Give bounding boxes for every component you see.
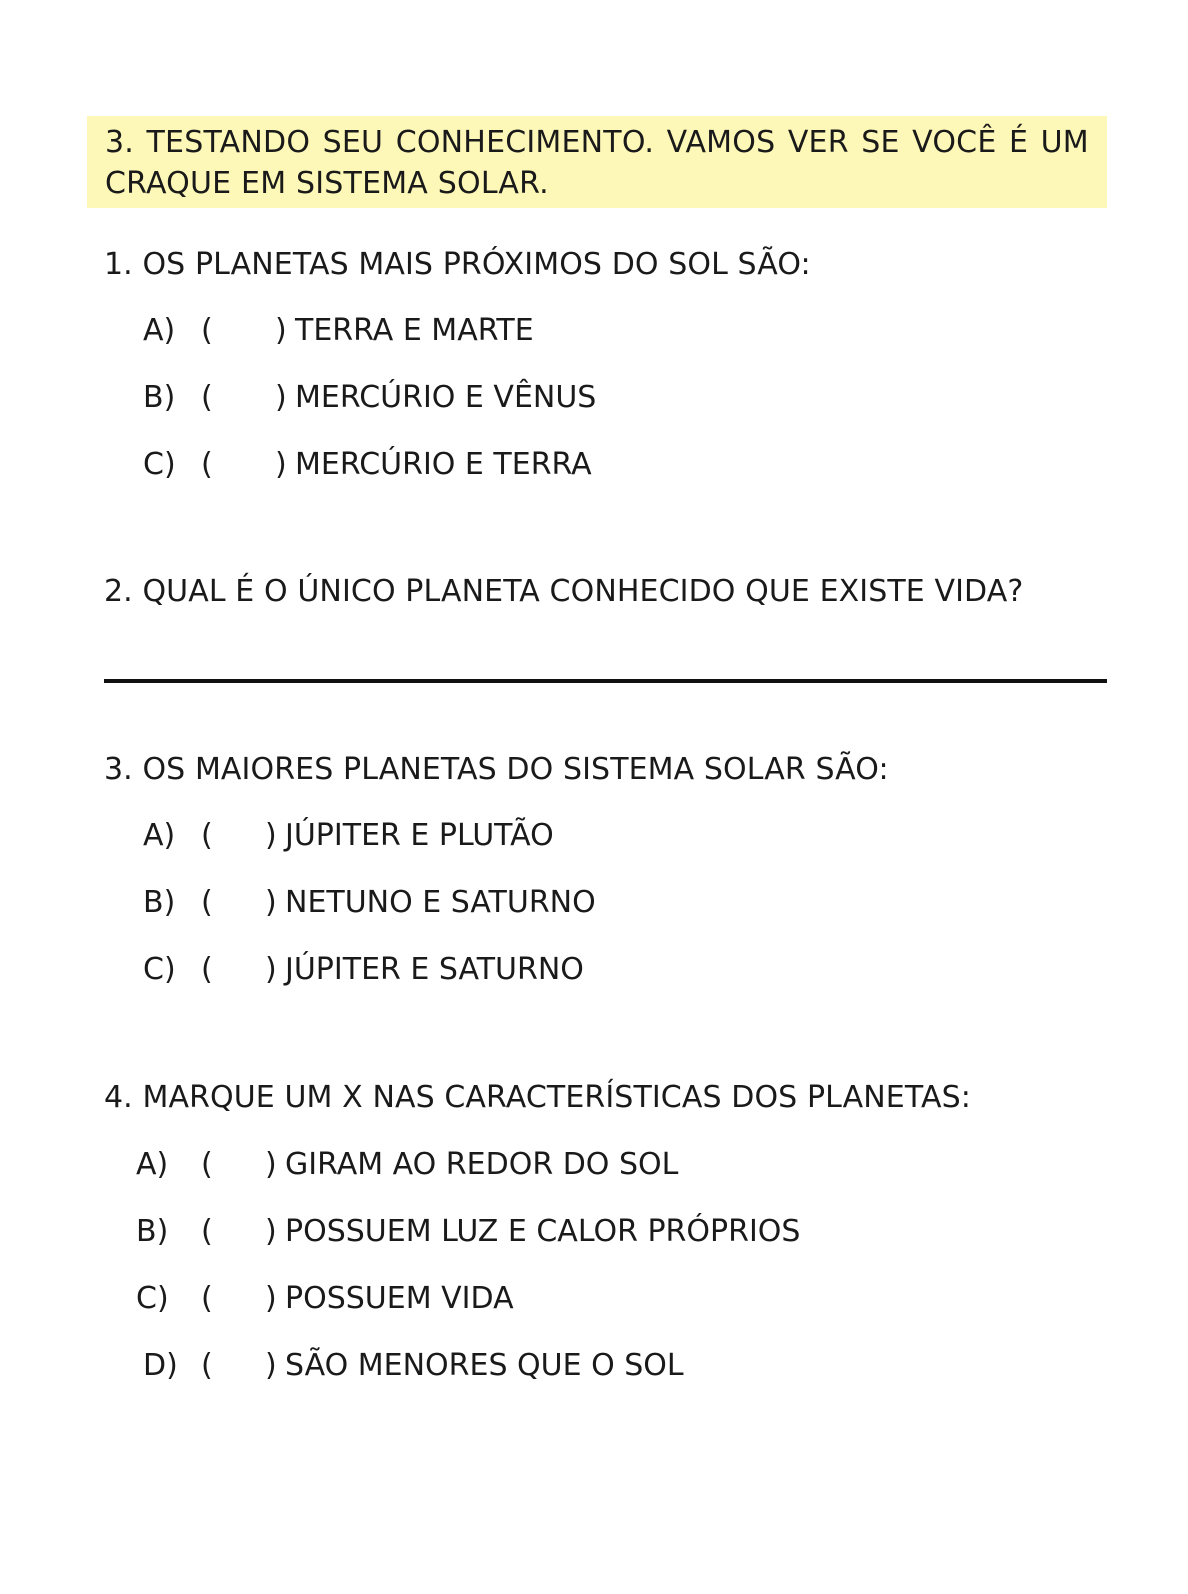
checkbox-close-paren: )	[265, 1281, 277, 1316]
checkbox-open-paren: (	[201, 1281, 213, 1316]
header-word: É	[1008, 125, 1029, 160]
header-word: 3.	[105, 125, 135, 160]
checkbox-close-paren: )	[275, 313, 287, 348]
option-letter: C)	[143, 447, 176, 482]
option-text: POSSUEM VIDA	[285, 1281, 514, 1316]
header-word: CONHECIMENTO.	[395, 125, 655, 160]
header-word: UM	[1040, 125, 1089, 160]
section-header-line-1	[105, 122, 1089, 163]
option-text: SÃO MENORES QUE O SOL	[285, 1348, 684, 1383]
option-text: JÚPITER E PLUTÃO	[285, 818, 554, 853]
checkbox-open-paren: (	[201, 447, 213, 482]
header-word: VOCÊ	[912, 125, 997, 160]
header-word: VAMOS	[666, 125, 776, 160]
checkbox-close-paren: )	[265, 1348, 277, 1383]
option-text: GIRAM AO REDOR DO SOL	[285, 1147, 679, 1182]
option-letter: B)	[143, 380, 176, 415]
checkbox-close-paren: )	[275, 447, 287, 482]
q3-option-a[interactable]	[143, 818, 603, 854]
option-text: TERRA E MARTE	[295, 313, 534, 348]
option-letter: C)	[136, 1281, 169, 1316]
checkbox-close-paren: )	[265, 1214, 277, 1249]
checkbox-open-paren: (	[201, 885, 213, 920]
question-3: 3. OS MAIORES PLANETAS DO SISTEMA SOLAR SÃO:	[104, 752, 889, 787]
question-1: 1. OS PLANETAS MAIS PRÓXIMOS DO SOL SÃO:	[104, 247, 811, 282]
option-letter: A)	[143, 818, 176, 853]
option-text: JÚPITER E SATURNO	[285, 952, 584, 987]
checkbox-close-paren: )	[265, 818, 277, 853]
checkbox-open-paren: (	[201, 1147, 213, 1182]
header-word: VER	[787, 125, 849, 160]
checkbox-open-paren: (	[201, 818, 213, 853]
q4-option-b[interactable]	[136, 1214, 801, 1250]
checkbox-close-paren: )	[275, 380, 287, 415]
header-word: TESTANDO	[146, 125, 311, 160]
q4-option-c[interactable]	[136, 1281, 716, 1317]
q4-option-a[interactable]	[136, 1147, 716, 1183]
question-4: 4. MARQUE UM X NAS CARACTERÍSTICAS DOS PLANETAS:	[104, 1080, 971, 1115]
option-letter: B)	[136, 1214, 169, 1249]
option-letter: D)	[143, 1348, 178, 1383]
option-letter: A)	[143, 313, 176, 348]
option-letter: B)	[143, 885, 176, 920]
q3-option-c[interactable]	[143, 952, 603, 988]
checkbox-close-paren: )	[265, 885, 277, 920]
section-header	[87, 116, 1107, 208]
header-word: SEU	[322, 125, 384, 160]
answer-line[interactable]	[104, 679, 1107, 683]
checkbox-open-paren: (	[201, 952, 213, 987]
checkbox-close-paren: )	[265, 1147, 277, 1182]
q1-option-b[interactable]	[143, 380, 603, 416]
option-text: NETUNO E SATURNO	[285, 885, 596, 920]
q1-option-a[interactable]	[143, 313, 603, 349]
question-2: 2. QUAL É O ÚNICO PLANETA CONHECIDO QUE EXISTE VIDA?	[104, 574, 1024, 609]
checkbox-open-paren: (	[201, 1214, 213, 1249]
section-header-line-2: CRAQUE EM SISTEMA SOLAR.	[105, 166, 549, 201]
q3-option-b[interactable]	[143, 885, 603, 921]
option-text: MERCÚRIO E VÊNUS	[295, 380, 597, 415]
checkbox-open-paren: (	[201, 1348, 213, 1383]
q4-option-d[interactable]	[143, 1348, 723, 1384]
checkbox-open-paren: (	[201, 313, 213, 348]
header-word: SE	[861, 125, 900, 160]
option-text: MERCÚRIO E TERRA	[295, 447, 592, 482]
option-text: POSSUEM LUZ E CALOR PRÓPRIOS	[285, 1214, 801, 1249]
q1-option-c[interactable]	[143, 447, 603, 483]
checkbox-open-paren: (	[201, 380, 213, 415]
checkbox-close-paren: )	[265, 952, 277, 987]
option-letter: C)	[143, 952, 176, 987]
option-letter: A)	[136, 1147, 169, 1182]
